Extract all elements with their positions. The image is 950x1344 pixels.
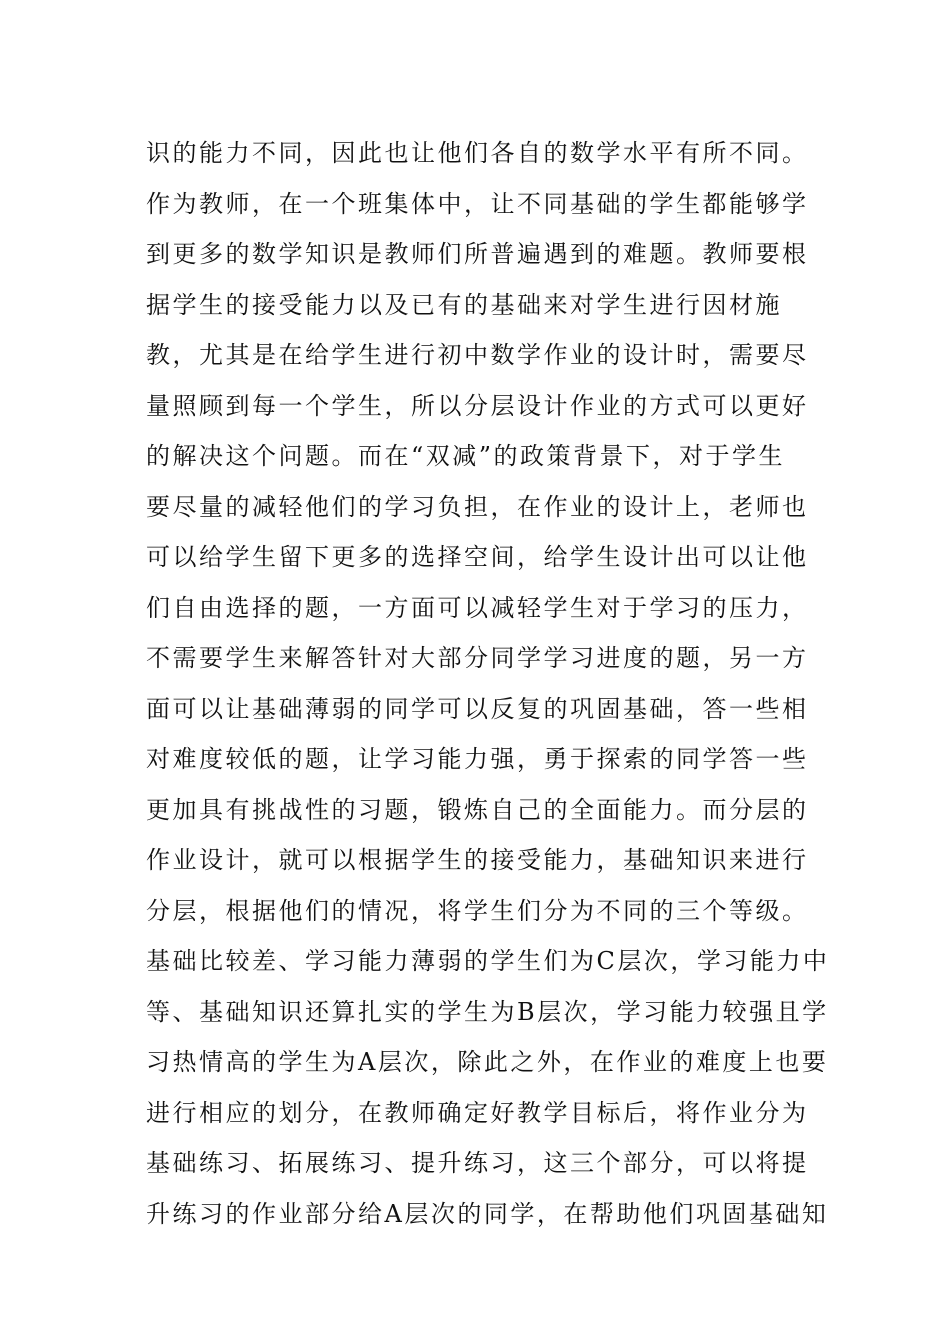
text-line: 据学生的接受能力以及已有的基础来对学生进行因材施 bbox=[146, 290, 782, 319]
text-line: 不需要学生来解答针对大部分同学学习进度的题，另一方 bbox=[146, 644, 809, 672]
text-line: 作业设计，就可以根据学生的接受能力，基础知识来进行 bbox=[146, 846, 809, 874]
text-line: 教，尤其是在给学生进行初中数学作业的设计时，需要尽 bbox=[146, 341, 809, 369]
text-line: 的解决这个问题。而在“双减”的政策背景下，对于学生 bbox=[146, 442, 786, 470]
text-line: 可以给学生留下更多的选择空间，给学生设计出可以让他 bbox=[146, 543, 809, 571]
text-line: 要尽量的减轻他们的学习负担，在作业的设计上，老师也 bbox=[146, 492, 809, 521]
text-line: 等、基础知识还算扎实的学生为B层次，学习能力较强且学 bbox=[146, 997, 829, 1026]
text-line: 作为教师，在一个班集体中，让不同基础的学生都能够学 bbox=[146, 189, 809, 218]
text-line: 基础比较差、学习能力薄弱的学生们为C层次，学习能力中 bbox=[146, 947, 830, 975]
text-line: 习热情高的学生为A层次，除此之外，在作业的难度上也要 bbox=[146, 1048, 829, 1076]
text-line: 们自由选择的题，一方面可以减轻学生对于学习的压力， bbox=[146, 593, 809, 622]
text-line: 更加具有挑战性的习题，锻炼自己的全面能力。而分层的 bbox=[146, 795, 809, 824]
text-line: 分层，根据他们的情况，将学生们分为不同的三个等级。 bbox=[146, 896, 809, 925]
text-line: 基础练习、拓展练习、提升练习，这三个部分，可以将提 bbox=[146, 1149, 809, 1177]
text-line: 面可以让基础薄弱的同学可以反复的巩固基础，答一些相 bbox=[146, 694, 809, 723]
text-line: 识的能力不同，因此也让他们各自的数学水平有所不同。 bbox=[146, 139, 809, 167]
body-text bbox=[146, 128, 830, 1239]
text-line: 升练习的作业部分给A层次的同学，在帮助他们巩固基础知 bbox=[146, 1199, 829, 1228]
text-line: 进行相应的划分，在教师确定好教学目标后，将作业分为 bbox=[146, 1098, 809, 1127]
text-line: 对难度较低的题，让学习能力强，勇于探索的同学答一些 bbox=[146, 745, 809, 773]
text-line: 到更多的数学知识是教师们所普遍遇到的难题。教师要根 bbox=[146, 240, 809, 268]
text-line: 量照顾到每一个学生，所以分层设计作业的方式可以更好 bbox=[146, 391, 809, 420]
